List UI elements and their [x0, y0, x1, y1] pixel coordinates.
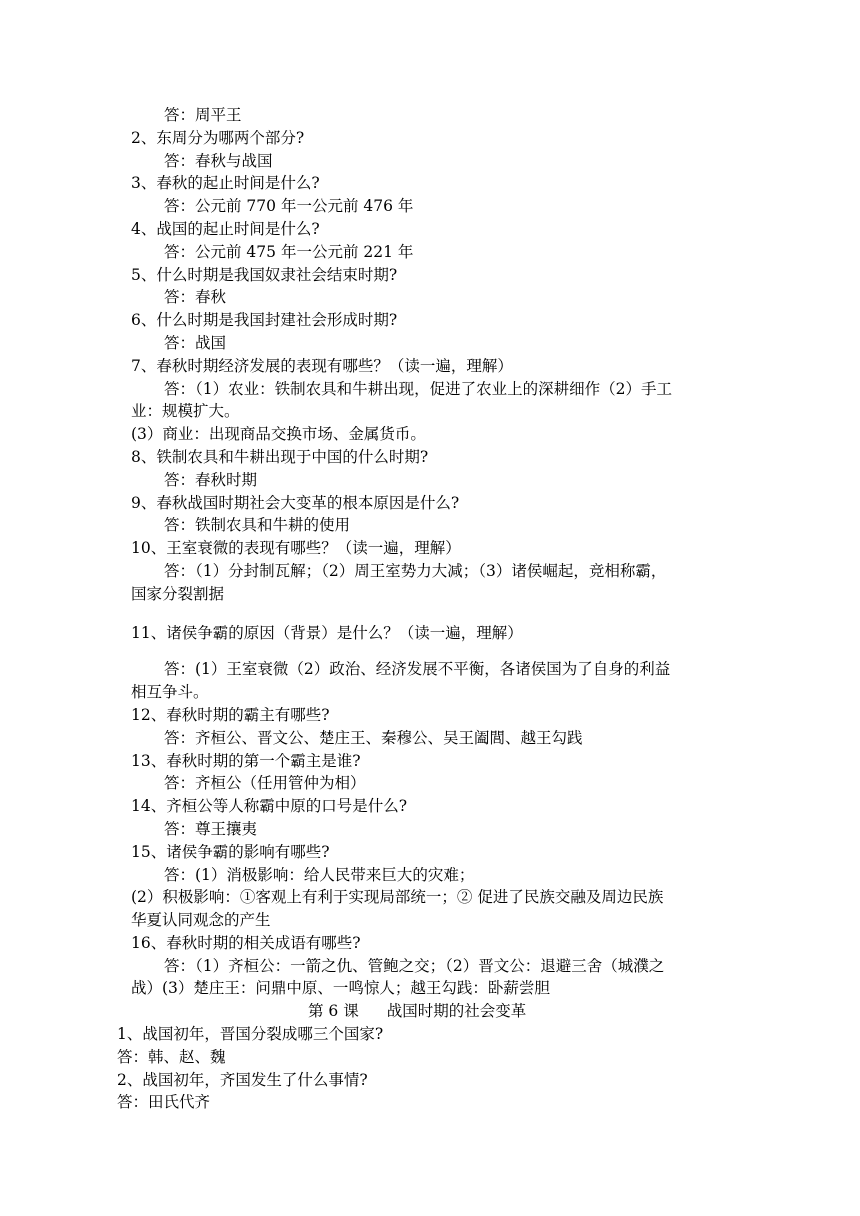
- question-line: 12、春秋时期的霸主有哪些?: [131, 705, 330, 724]
- answer-line: 答：尊王攘夷: [164, 819, 258, 838]
- answer-line: 答：（1）分封制瓦解；（2）周王室势力大减；（3）诸侯崛起，竞相称霸，: [164, 561, 667, 580]
- lesson-title: 战国时期的社会变革: [386, 1002, 527, 1021]
- answer-line: 答：春秋: [164, 288, 227, 307]
- answer-continuation: 华夏认同观念的产生: [131, 911, 271, 930]
- question-line: 11、诸侯争霸的原因（背景）是什么？（读一遍，理解）: [131, 623, 523, 642]
- question-line: 1、战国初年，晋国分裂成哪三个国家?: [117, 1025, 384, 1044]
- lesson-number: 第 6 课: [308, 1002, 359, 1021]
- answer-continuation: 相互争斗。: [131, 683, 209, 702]
- answer-line: 答：齐桓公（任用管仲为相）: [164, 774, 366, 793]
- question-line: 5、什么时期是我国奴隶社会结束时期?: [131, 265, 398, 284]
- question-line: 7、春秋时期经济发展的表现有哪些？（读一遍，理解）: [131, 356, 513, 375]
- question-line: 3、春秋的起止时间是什么?: [131, 174, 320, 193]
- answer-line: 答：田氏代齐: [117, 1093, 211, 1112]
- question-line: 10、王室衰微的表现有哪些？（读一遍，理解）: [131, 539, 461, 558]
- question-line: 9、春秋战国时期社会大变革的根本原因是什么?: [131, 493, 460, 512]
- question-line: 6、什么时期是我国封建社会形成时期?: [131, 311, 398, 330]
- answer-continuation: 业：规模扩大。: [131, 402, 240, 421]
- question-line: 2、东周分为哪两个部分?: [131, 128, 305, 147]
- paragraph-gap: [131, 644, 736, 658]
- answer-line: 答：周平王: [164, 106, 242, 124]
- question-line: 13、春秋时期的第一个霸主是谁?: [131, 751, 361, 770]
- lesson-heading: [131, 1000, 736, 1023]
- answer-line: 答：战国: [164, 333, 227, 352]
- question-line: 16、春秋时期的相关成语有哪些?: [131, 933, 361, 952]
- answer-line: 答：(1）王室衰微（2）政治、经济发展不平衡，各诸侯国为了自身的利益: [164, 660, 671, 679]
- answer-line: 答：公元前 770 年一公元前 476 年: [164, 197, 414, 216]
- question-line: 14、齐桓公等人称霸中原的口号是什么?: [131, 797, 408, 816]
- answer-continuation: (2）积极影响：①客观上有利于实现局部统一；② 促进了民族交融及周边民族: [131, 888, 664, 907]
- answer-line: 答：（1）农业：铁制农具和牛耕出现，促进了农业上的深耕细作（2）手工: [164, 379, 672, 398]
- answer-line: 答：齐桓公、晋文公、楚庄王、秦穆公、吴王阖閭、越王勾践: [164, 728, 583, 747]
- answer-continuation: (3）商业：出现商品交换市场、金属货币。: [131, 425, 426, 444]
- question-line: 2、战国初年，齐国发生了什么事情?: [117, 1070, 368, 1089]
- answer-line: 答：铁制农具和牛耕的使用: [164, 516, 351, 535]
- question-line: 8、铁制农具和牛耕出现于中国的什么时期?: [131, 447, 429, 466]
- answer-line: 答：（1）齐桓公：一箭之仇、管鲍之交；（2）晋文公：退避三舍（城濮之: [164, 956, 665, 975]
- answer-line: 答：公元前 475 年一公元前 221 年: [164, 242, 414, 261]
- paragraph-gap: [131, 606, 736, 622]
- answer-line: 答：春秋时期: [164, 470, 258, 489]
- question-line: 15、诸侯争霸的影响有哪些?: [131, 842, 330, 861]
- answer-continuation: 国家分裂割据: [131, 584, 225, 603]
- answer-line: 答：春秋与战国: [164, 151, 273, 170]
- answer-continuation: 战）(3）楚庄王：问鼎中原、一鸣惊人；越王勾践：卧薪尝胆: [131, 979, 550, 998]
- question-line: 4、战国的起止时间是什么?: [131, 219, 320, 238]
- answer-line: 答：(1）消极影响：给人民带来巨大的灾难；: [164, 865, 475, 884]
- answer-line: 答：韩、赵、魏: [117, 1047, 226, 1066]
- document-body: [117, 104, 736, 1114]
